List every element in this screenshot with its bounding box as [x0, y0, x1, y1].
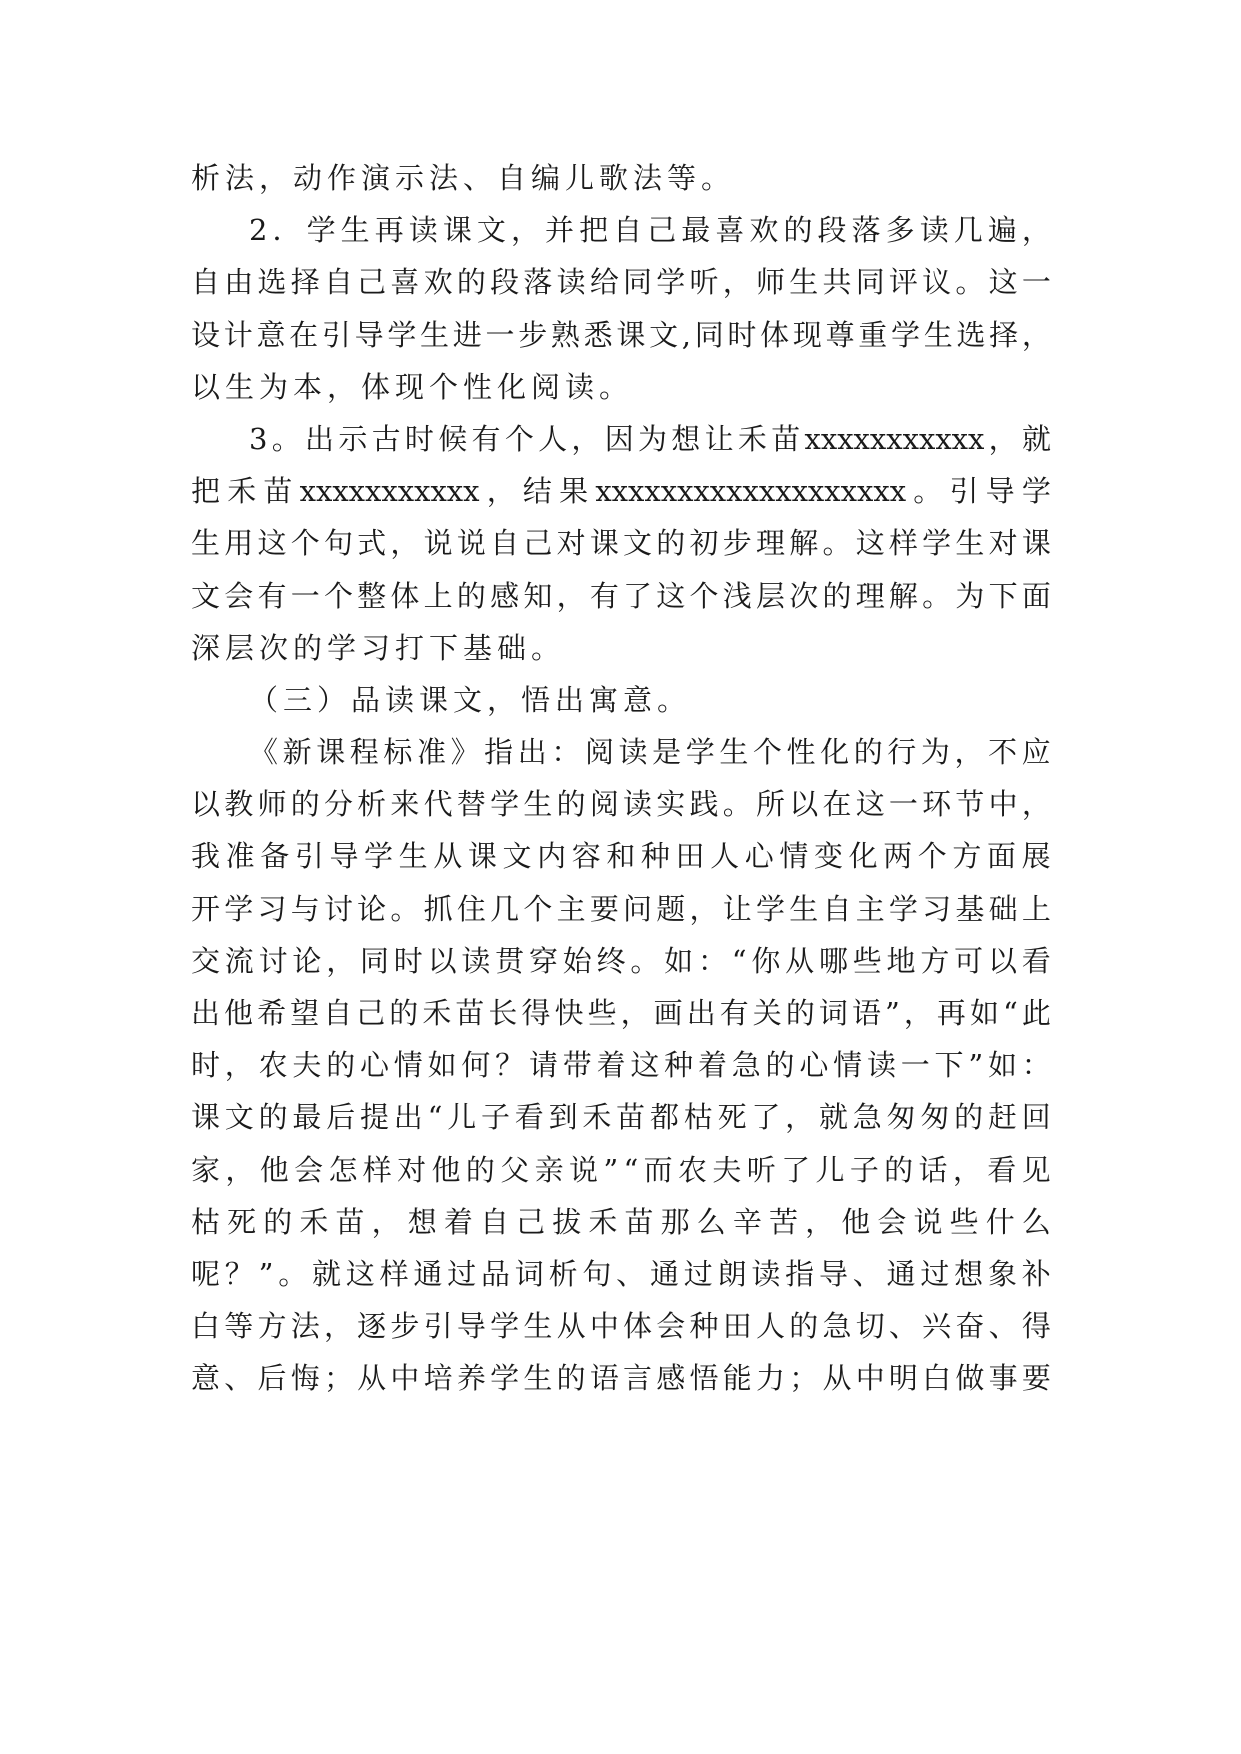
text-line: 意 、 后 悔 ； 从 中 培 养 学 生 的 语 言 感 悟 能 力 ； 从 中 明 白 做 事 要: [191, 1361, 1051, 1396]
text-line: （三）品读课文，悟出寓意。: [249, 682, 692, 717]
text-line: 设 计 意 在 引 导 学 生 进 一 步 熟 悉 课 文 , 同 时 体 现 尊 重 学 生 选 择 ，: [191, 317, 1051, 352]
text-line: 出 他 希 望 自 己 的 禾 苗 长 得 快 些 ， 画 出 有 关 的 词 语 ” ， 再 如 “ 此: [191, 996, 1051, 1030]
text-line: 白 等 方 法 ， 逐 步 引 导 学 生 从 中 体 会 种 田 人 的 急 切 、 兴 奋 、 得: [191, 1309, 1051, 1344]
text-line: 我 准 备 引 导 学 生 从 课 文 内 容 和 种 田 人 心 情 变 化 两 个 方 面 展: [191, 839, 1051, 874]
text-line: 析法，动作演示法、自编儿歌法等。: [191, 161, 736, 195]
text-line: 以生为本，体现个性化阅读。: [191, 369, 634, 404]
text-line: 《 新 课 程 标 准 》 指 出 ： 阅 读 是 学 生 个 性 化 的 行 为 ， 不 应: [249, 735, 1051, 770]
document-body: [191, 152, 1051, 1405]
text-line: 开 学 习 与 讨 论 。 抓 住 几 个 主 要 问 题 ， 让 学 生 自 主 学 习 基 础 上: [191, 891, 1051, 926]
text-line: 课 文 的 最 后 提 出 “ 儿 子 看 到 禾 苗 都 枯 死 了 ， 就 急 匆 匆 的 赶 回: [191, 1100, 1051, 1135]
text-line: 把 禾 苗 xxxxxxxxxxx ， 结 果 xxxxxxxxxxxxxxxxxxx 。 引 导 学: [191, 474, 1051, 509]
text-line: 以 教 师 的 分 析 来 代 替 学 生 的 阅 读 实 践 。 所 以 在 这 一 环 节 中 ，: [191, 787, 1051, 822]
text-line: 家 ， 他 会 怎 样 对 他 的 父 亲 说 ” “ 而 农 夫 听 了 儿 子 的 话 ， 看 见: [191, 1152, 1051, 1187]
text-line: 3 。 出 示 古 时 候 有 个 人 ， 因 为 想 让 禾 苗 xxxxxxxxxxx ， 就: [249, 421, 1051, 456]
text-line: 2 ． 学 生 再 读 课 文 ， 并 把 自 己 最 喜 欢 的 段 落 多 读 几 遍 ，: [249, 213, 1051, 248]
text-line: 呢 ？ ” 。 就 这 样 通 过 品 词 析 句 、 通 过 朗 读 指 导 、 通 过 想 象 补: [191, 1256, 1051, 1291]
text-line: 枯 死 的 禾 苗 ， 想 着 自 己 拔 禾 苗 那 么 辛 苦 ， 他 会 说 些 什 么: [191, 1204, 1051, 1239]
text-line: 生 用 这 个 句 式 ， 说 说 自 己 对 课 文 的 初 步 理 解 。 这 样 学 生 对 课: [191, 526, 1051, 561]
text-line: 深层次的学习打下基础。: [191, 630, 566, 665]
text-line: 时 ， 农 夫 的 心 情 如 何 ？ 请 带 着 这 种 着 急 的 心 情 读 一 下 ” 如 ：: [191, 1048, 1051, 1083]
text-line: 交 流 讨 论 ， 同 时 以 读 贯 穿 始 终 。 如 ： “ 你 从 哪 些 地 方 可 以 看: [191, 943, 1051, 978]
text-line: 文 会 有 一 个 整 体 上 的 感 知 ， 有 了 这 个 浅 层 次 的 理 解 。 为 下 面: [191, 578, 1051, 613]
text-line: 自 由 选 择 自 己 喜 欢 的 段 落 读 给 同 学 听 ， 师 生 共 同 评 议 。 这 一: [191, 265, 1051, 300]
